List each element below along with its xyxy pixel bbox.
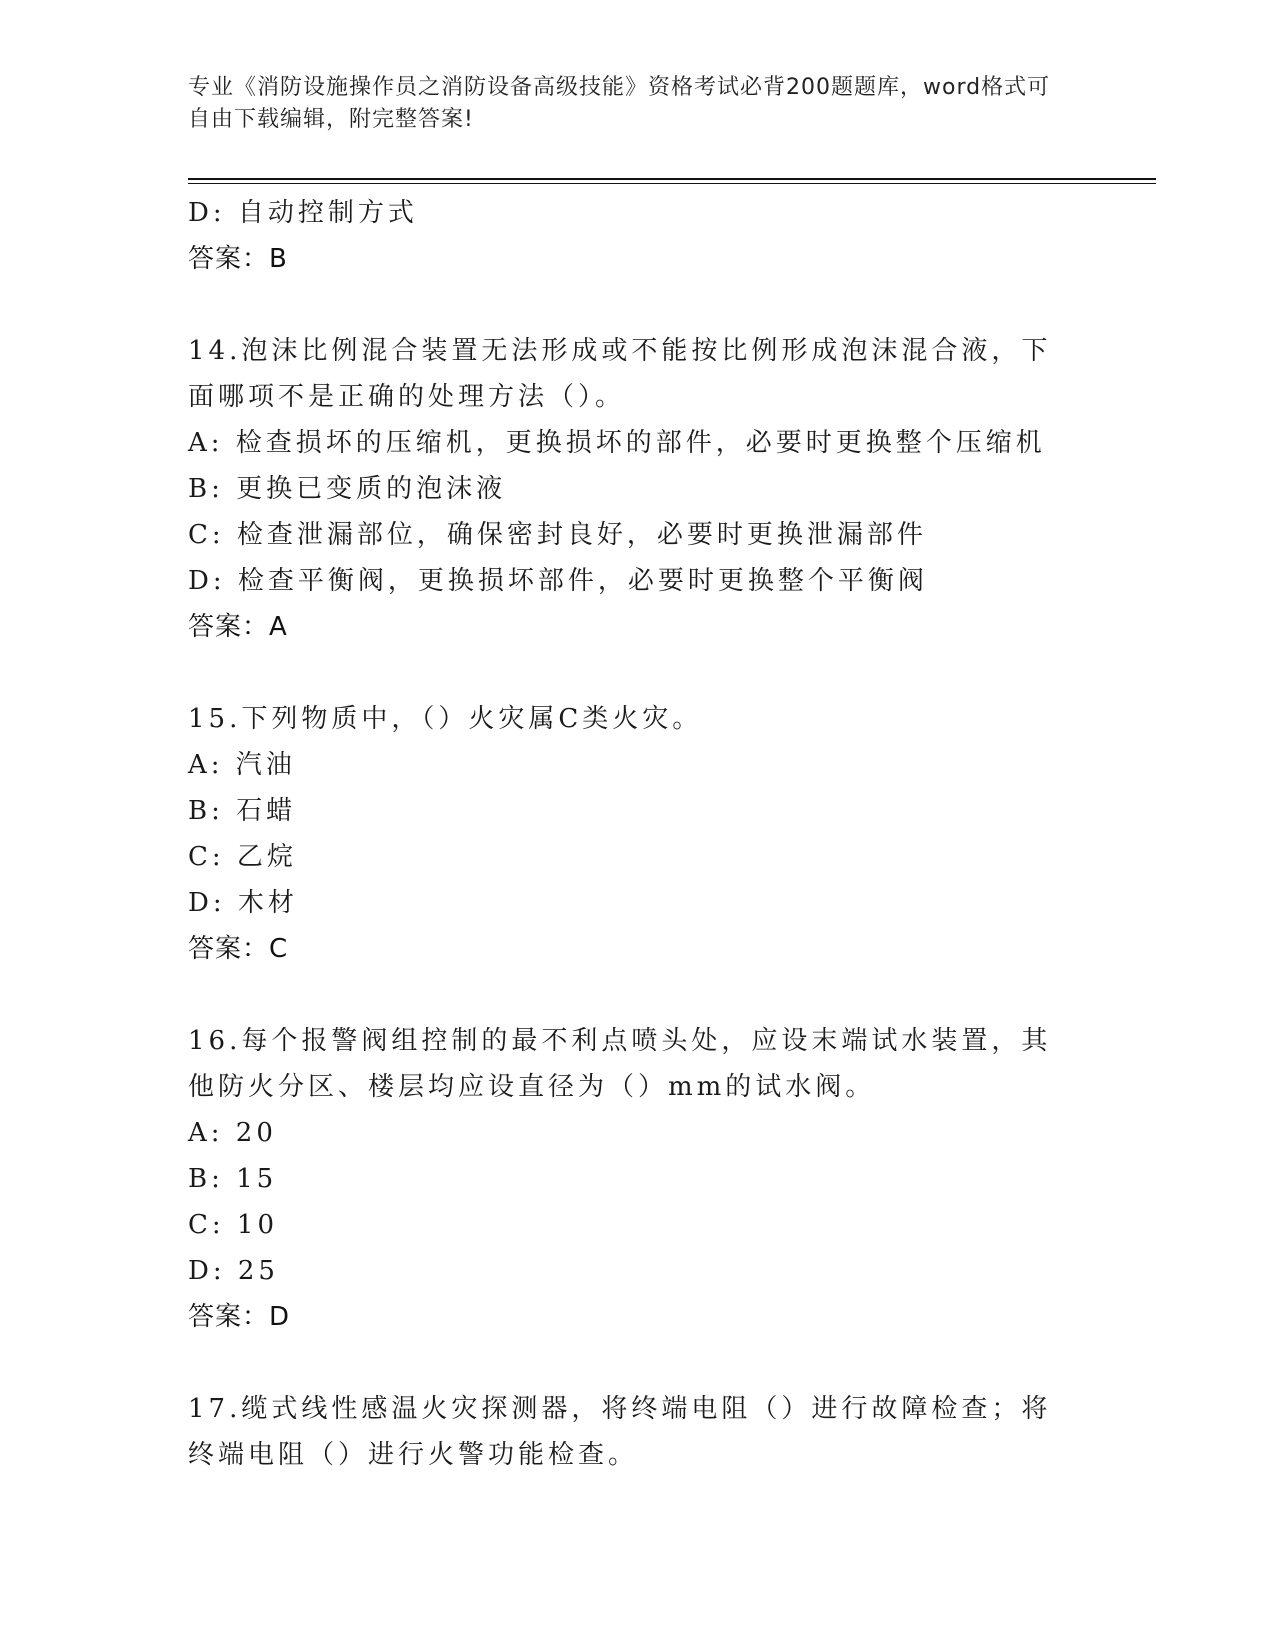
option-a: A: 20 <box>188 1118 277 1148</box>
option-c: C: 乙烷 <box>188 842 297 872</box>
option-a: A: 检查损坏的压缩机，更换损坏的部件，必要时更换整个压缩机 <box>188 428 1046 458</box>
spacer <box>188 972 1088 1018</box>
question-17 <box>188 1386 1088 1478</box>
question-stem: 17.缆式线性感温火灾探测器，将终端电阻（）进行故障检查；将终端电阻（）进行火警功能检查。 <box>188 1394 1052 1470</box>
option-b: B: 石蜡 <box>188 796 297 826</box>
answer-line: 答案：D <box>188 1302 291 1332</box>
document-body <box>188 190 1088 1478</box>
option-d: D: 自动控制方式 <box>188 198 418 228</box>
question-14 <box>188 328 1088 650</box>
answer-line: 答案：C <box>188 934 289 964</box>
option-c: C: 10 <box>188 1210 279 1240</box>
spacer <box>188 650 1088 696</box>
header-rule-thick <box>188 178 1156 180</box>
answer-line: 答案：B <box>188 244 288 274</box>
option-d: D: 木材 <box>188 888 298 918</box>
document-header: 专业《消防设施操作员之消防设备高级技能》资格考试必背200题题库，word格式可自由下载编辑，附完整答案! <box>188 75 1051 132</box>
question-stem: 16.每个报警阀组控制的最不利点喷头处，应设末端试水装置，其他防火分区、楼层均应设直径为（）mm的试水阀。 <box>188 1026 1052 1102</box>
spacer <box>188 1340 1088 1386</box>
spacer <box>188 282 1088 328</box>
header-rule-thin <box>188 183 1156 184</box>
option-b: B: 更换已变质的泡沫液 <box>188 474 507 504</box>
question-16 <box>188 1018 1088 1340</box>
question-stem: 14.泡沫比例混合装置无法形成或不能按比例形成泡沫混合液，下面哪项不是正确的处理方法（）。 <box>188 336 1052 412</box>
option-a: A: 汽油 <box>188 750 296 780</box>
option-c: C: 检查泄漏部位，确保密封良好，必要时更换泄漏部件 <box>188 520 927 550</box>
question-15 <box>188 696 1088 972</box>
question-stem: 15.下列物质中，（）火灾属C类火灾。 <box>188 704 703 734</box>
answer-line: 答案：A <box>188 612 288 642</box>
option-b: B: 15 <box>188 1164 278 1194</box>
option-d: D: 25 <box>188 1256 279 1286</box>
option-d: D: 检查平衡阀，更换损坏部件，必要时更换整个平衡阀 <box>188 566 928 596</box>
